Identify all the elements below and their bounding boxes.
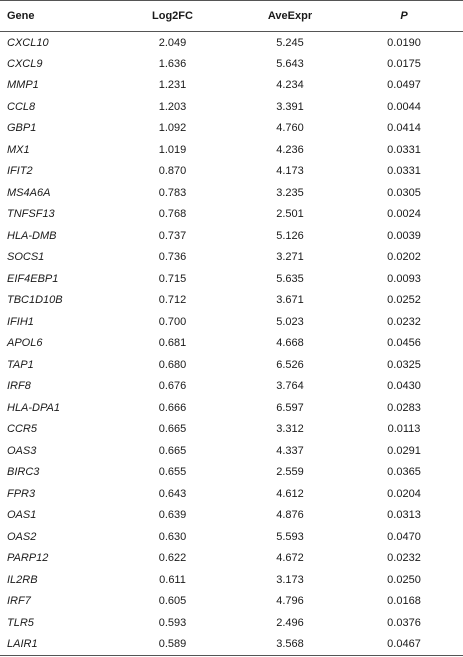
table-row bbox=[0, 612, 463, 634]
table-row bbox=[0, 225, 463, 247]
cell-p: 0.0305 bbox=[387, 186, 421, 199]
cell-aveexpr: 2.559 bbox=[276, 466, 304, 479]
cell-aveexpr: 3.671 bbox=[276, 294, 304, 307]
cell-aveexpr: 6.597 bbox=[276, 401, 304, 414]
header-gene: Gene bbox=[0, 1, 110, 32]
cell-aveexpr: 3.312 bbox=[276, 423, 304, 436]
cell-p: 0.0113 bbox=[387, 423, 421, 436]
cell-log2fc: 1.636 bbox=[158, 57, 187, 70]
table-row bbox=[0, 118, 463, 140]
cell-p: 0.0456 bbox=[387, 337, 421, 350]
cell-gene: MS4A6A bbox=[7, 186, 51, 199]
cell-log2fc: 0.712 bbox=[158, 294, 187, 307]
cell-p: 0.0313 bbox=[387, 509, 421, 522]
table-row bbox=[0, 376, 463, 398]
cell-p: 0.0252 bbox=[387, 294, 421, 307]
cell-gene: IL2RB bbox=[7, 573, 38, 586]
table-row bbox=[0, 548, 463, 570]
cell-p: 0.0467 bbox=[345, 634, 463, 656]
cell-p: 0.0204 bbox=[387, 487, 421, 500]
cell-aveexpr: 4.668 bbox=[276, 337, 304, 350]
cell-log2fc: 0.605 bbox=[158, 595, 187, 608]
cell-log2fc: 2.049 bbox=[158, 36, 187, 49]
cell-log2fc: 0.715 bbox=[158, 272, 187, 285]
table-header bbox=[0, 1, 463, 32]
table-row bbox=[0, 591, 463, 613]
cell-gene: IRF8 bbox=[7, 380, 31, 393]
cell-aveexpr: 5.245 bbox=[276, 36, 304, 49]
cell-log2fc: 0.589 bbox=[110, 634, 235, 656]
cell-aveexpr: 3.391 bbox=[276, 100, 304, 113]
cell-gene: MMP1 bbox=[7, 79, 39, 92]
cell-p: 0.0024 bbox=[387, 208, 421, 221]
table-row bbox=[0, 333, 463, 355]
cell-log2fc: 0.655 bbox=[158, 466, 187, 479]
cell-p: 0.0376 bbox=[387, 616, 421, 629]
cell-gene: OAS1 bbox=[7, 509, 37, 522]
table-row bbox=[0, 505, 463, 527]
cell-log2fc: 1.092 bbox=[158, 122, 187, 135]
cell-gene: SOCS1 bbox=[7, 251, 45, 264]
cell-aveexpr: 3.764 bbox=[276, 380, 304, 393]
table-row bbox=[0, 634, 463, 656]
cell-p: 0.0232 bbox=[387, 315, 421, 328]
cell-aveexpr: 5.126 bbox=[276, 229, 304, 242]
cell-gene: CXCL10 bbox=[7, 36, 49, 49]
cell-aveexpr: 4.234 bbox=[276, 79, 304, 92]
header-p: P bbox=[345, 1, 463, 32]
cell-p: 0.0093 bbox=[387, 272, 421, 285]
cell-gene: LAIR1 bbox=[0, 634, 110, 656]
cell-log2fc: 1.231 bbox=[158, 79, 187, 92]
table-row bbox=[0, 268, 463, 290]
cell-aveexpr: 2.496 bbox=[276, 616, 304, 629]
cell-log2fc: 0.665 bbox=[158, 423, 187, 436]
cell-p: 0.0190 bbox=[387, 36, 421, 49]
cell-gene: EIF4EBP1 bbox=[7, 272, 59, 285]
header-aveexpr: AveExpr bbox=[235, 1, 345, 32]
header-log2fc: Log2FC bbox=[110, 1, 235, 32]
cell-gene: IFIH1 bbox=[7, 315, 34, 328]
cell-aveexpr: 5.643 bbox=[276, 57, 304, 70]
cell-aveexpr: 6.526 bbox=[276, 358, 304, 371]
cell-aveexpr: 3.173 bbox=[276, 573, 304, 586]
cell-log2fc: 0.870 bbox=[158, 165, 187, 178]
cell-p: 0.0331 bbox=[387, 165, 421, 178]
cell-log2fc: 0.622 bbox=[158, 552, 187, 565]
cell-gene: FPR3 bbox=[7, 487, 36, 500]
cell-p: 0.0430 bbox=[387, 380, 421, 393]
cell-aveexpr: 3.271 bbox=[276, 251, 304, 264]
table-row bbox=[0, 32, 463, 54]
cell-log2fc: 0.630 bbox=[158, 530, 187, 543]
cell-aveexpr: 4.173 bbox=[276, 165, 304, 178]
cell-gene: TAP1 bbox=[7, 358, 34, 371]
table-row bbox=[0, 53, 463, 75]
cell-p: 0.0291 bbox=[387, 444, 421, 457]
header-row bbox=[0, 1, 463, 32]
cell-p: 0.0365 bbox=[387, 466, 421, 479]
table-row bbox=[0, 419, 463, 441]
cell-gene: CCR5 bbox=[7, 423, 37, 436]
cell-gene: OAS2 bbox=[7, 530, 37, 543]
cell-gene: HLA-DMB bbox=[7, 229, 57, 242]
table-row bbox=[0, 462, 463, 484]
cell-gene: MX1 bbox=[7, 143, 30, 156]
cell-gene: HLA-DPA1 bbox=[7, 401, 60, 414]
cell-log2fc: 0.676 bbox=[158, 380, 187, 393]
cell-log2fc: 0.681 bbox=[158, 337, 187, 350]
cell-gene: TBC1D10B bbox=[7, 294, 63, 307]
table-row bbox=[0, 483, 463, 505]
table-row bbox=[0, 139, 463, 161]
cell-aveexpr: 4.236 bbox=[276, 143, 304, 156]
cell-log2fc: 0.783 bbox=[158, 186, 187, 199]
table-body bbox=[0, 32, 463, 656]
table-row bbox=[0, 354, 463, 376]
cell-gene: TNFSF13 bbox=[7, 208, 55, 221]
table-row bbox=[0, 161, 463, 183]
table-row bbox=[0, 440, 463, 462]
cell-log2fc: 0.593 bbox=[158, 616, 187, 629]
cell-aveexpr: 5.593 bbox=[276, 530, 304, 543]
cell-aveexpr: 5.635 bbox=[276, 272, 304, 285]
table-row bbox=[0, 569, 463, 591]
table-row bbox=[0, 204, 463, 226]
cell-gene: GBP1 bbox=[7, 122, 37, 135]
table-row bbox=[0, 290, 463, 312]
cell-gene: PARP12 bbox=[7, 552, 49, 565]
cell-log2fc: 0.643 bbox=[158, 487, 187, 500]
table-row bbox=[0, 526, 463, 548]
cell-p: 0.0202 bbox=[387, 251, 421, 264]
table-row bbox=[0, 311, 463, 333]
cell-log2fc: 0.680 bbox=[158, 358, 187, 371]
table-row bbox=[0, 247, 463, 269]
cell-gene: CCL8 bbox=[7, 100, 36, 113]
cell-log2fc: 0.666 bbox=[158, 401, 187, 414]
cell-gene: BIRC3 bbox=[7, 466, 40, 479]
cell-log2fc: 1.203 bbox=[158, 100, 187, 113]
cell-gene: IRF7 bbox=[7, 595, 31, 608]
cell-gene: TLR5 bbox=[7, 616, 34, 629]
cell-aveexpr: 4.760 bbox=[276, 122, 304, 135]
cell-aveexpr: 3.235 bbox=[276, 186, 304, 199]
cell-log2fc: 0.665 bbox=[158, 444, 187, 457]
cell-aveexpr: 4.876 bbox=[276, 509, 304, 522]
cell-gene: APOL6 bbox=[7, 337, 43, 350]
cell-aveexpr: 4.337 bbox=[276, 444, 304, 457]
cell-p: 0.0497 bbox=[387, 79, 421, 92]
cell-aveexpr: 3.568 bbox=[235, 634, 345, 656]
table-row bbox=[0, 96, 463, 118]
cell-p: 0.0232 bbox=[387, 552, 421, 565]
cell-p: 0.0414 bbox=[387, 122, 421, 135]
cell-p: 0.0039 bbox=[387, 229, 421, 242]
cell-p: 0.0044 bbox=[387, 100, 421, 113]
cell-p: 0.0470 bbox=[387, 530, 421, 543]
cell-log2fc: 0.736 bbox=[158, 251, 187, 264]
cell-aveexpr: 5.023 bbox=[276, 315, 304, 328]
cell-log2fc: 0.768 bbox=[158, 208, 187, 221]
cell-aveexpr: 4.796 bbox=[276, 595, 304, 608]
cell-gene: OAS3 bbox=[7, 444, 37, 457]
cell-log2fc: 0.611 bbox=[159, 573, 186, 586]
cell-log2fc: 0.639 bbox=[158, 509, 187, 522]
cell-aveexpr: 2.501 bbox=[276, 208, 304, 221]
cell-aveexpr: 4.672 bbox=[276, 552, 304, 565]
cell-p: 0.0175 bbox=[387, 57, 421, 70]
cell-aveexpr: 4.612 bbox=[276, 487, 304, 500]
cell-p: 0.0250 bbox=[387, 573, 421, 586]
cell-gene: IFIT2 bbox=[7, 165, 33, 178]
cell-p: 0.0168 bbox=[387, 595, 421, 608]
table-row bbox=[0, 397, 463, 419]
cell-log2fc: 0.737 bbox=[158, 229, 187, 242]
cell-p: 0.0331 bbox=[387, 143, 421, 156]
cell-p: 0.0283 bbox=[387, 401, 421, 414]
cell-p: 0.0325 bbox=[387, 358, 421, 371]
cell-log2fc: 1.019 bbox=[158, 143, 187, 156]
cell-log2fc: 0.700 bbox=[158, 315, 187, 328]
cell-gene: CXCL9 bbox=[7, 57, 43, 70]
table-row bbox=[0, 182, 463, 204]
table-row bbox=[0, 75, 463, 97]
